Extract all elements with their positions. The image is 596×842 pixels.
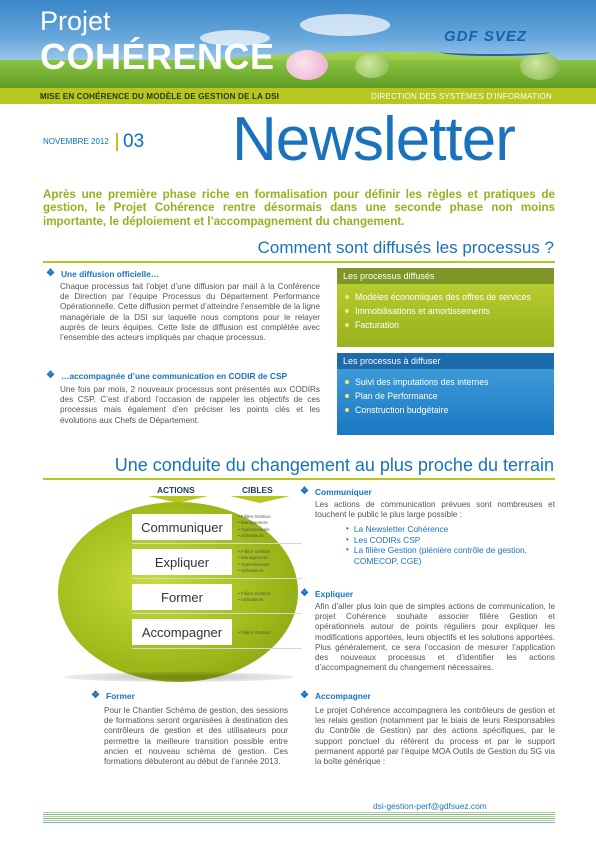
brand-swoosh-icon [440, 48, 550, 56]
list-item-label: Construction budgétaire [355, 405, 449, 415]
expliquer-title [300, 588, 353, 599]
list-item [345, 389, 548, 403]
band-department: DIRECTION DES SYSTÈMES D’INFORMATION [371, 91, 552, 101]
former-title-text: Former [105, 690, 135, 701]
target-tag: • Filière Gestion [238, 591, 271, 596]
target-tag: • Filière Gestion [238, 514, 271, 519]
communiquer-title [300, 486, 372, 497]
list-item [345, 375, 548, 389]
diamond-bullet-icon: ❖ [91, 690, 100, 701]
list-item-label: La Newsletter Cohérence [353, 524, 449, 534]
section2-heading: Une conduite du changement au plus proche du terrain [114, 455, 554, 475]
sub2-title [46, 370, 287, 381]
bullet-icon [345, 394, 349, 398]
list-item-label: Suivi des imputations des internes [355, 377, 489, 387]
issue-number: 03 [123, 131, 145, 152]
target-tag: • Utilisateurs [238, 568, 264, 574]
band-subtitle: MISE EN COHÉRENCE DU MODÈLE DE GESTION DE LA DSI [40, 91, 280, 101]
list-item: • La filière Gestion (plénière contrôle de gestion, COMECOP, CGE) [346, 545, 556, 566]
box-diffuses-title: Les processus diffusés [337, 268, 554, 284]
blossom-tree-icon [286, 50, 328, 80]
stage-tags-accompagner [238, 630, 271, 636]
sub2-title-text: …accompagnée d’une communication en CODIR de CSP [60, 370, 288, 381]
box-processus-a-diffuser [337, 353, 554, 435]
accompagner-title-text: Accompagner [314, 690, 371, 701]
stage-tags-former [238, 591, 271, 604]
list-item-label: Modèles économiques des offres de services [355, 292, 531, 302]
stage-former: Former [132, 584, 232, 610]
brand-logo: GDF SVEZ [444, 28, 528, 45]
masthead-title: Newsletter [232, 105, 515, 174]
bullet-icon [345, 380, 349, 384]
tree-icon [355, 54, 389, 78]
list-item [345, 318, 548, 332]
list-item-label: La filière Gestion (plénière contrôle de gestion, COMECOP, CGE) [353, 545, 527, 566]
stage-expliquer: Expliquer [132, 549, 232, 575]
bullet-icon [345, 309, 349, 313]
diagram-col-cibles: CIBLES [242, 485, 273, 495]
stage-divider [132, 648, 302, 649]
box-processus-diffuses [337, 268, 554, 347]
stage-tags-communiquer [238, 514, 271, 540]
bullet-icon [345, 295, 349, 299]
issue-separator [116, 133, 118, 151]
box-diffuses-list [337, 284, 554, 347]
contact-email-link[interactable]: dsi-gestion-perf@gdfsuez.com [373, 801, 487, 811]
list-item-label: Les CODIRs CSP [353, 534, 421, 545]
intro-paragraph: Après une première phase riche en formalisation pour définir les règles et pratiques de gestion, le Projet Cohérence rentre désormais dans une seconde phase non moins importante, le déploiement et l’accompagnement du changement. [43, 188, 555, 228]
diamond-bullet-icon: ❖ [300, 588, 309, 599]
former-text: Pour le Chantier Schéma de gestion, des sessions de formations seront organisées à destination des contrôleurs de gestion et des utilisateurs pour permettre la meilleure transition possible entre ancien et nouveau schéma de gestion. Ces formations débuteront au début de l’année 2013. [104, 706, 288, 767]
section1-heading: Comment sont diffusés les processus ? [257, 238, 554, 257]
stage-divider [132, 578, 302, 579]
accompagner-text: Le projet Cohérence accompagnera les contrôleurs de gestion et les relais gestion (notamment par le biais de leurs Responsables du Contrôle de Gestion) par des actions spécifiques, par le support ponctuel du référent du process et par le support permanent apporté par l’équipe MOA Outils de Gestion du SG via la boîte générique : [315, 706, 555, 767]
stage-communiquer: Communiquer [132, 514, 232, 540]
stage-divider [132, 613, 302, 614]
communiquer-title-text: Communiquer [314, 486, 372, 497]
box-a-diffuser-title: Les processus à diffuser [337, 353, 554, 369]
target-tag: • Utilisateurs [238, 597, 264, 603]
issue-date: NOVEMBRE 2012 [43, 137, 109, 146]
stage-tags-expliquer [238, 549, 271, 575]
communiquer-links [346, 524, 556, 566]
stage-accompagner: Accompagner [132, 619, 232, 645]
sub1-title [46, 268, 159, 279]
footer-stripes [43, 812, 555, 824]
box-a-diffuser-list [337, 369, 554, 435]
communiquer-text: Les actions de communication prévues sont nombreuses et touchent le public le plus large possible : [315, 500, 555, 520]
header-banner [0, 0, 596, 88]
list-item-label: Facturation [355, 320, 400, 330]
list-item [345, 290, 548, 304]
bullet-icon [345, 323, 349, 327]
stage-divider [132, 543, 302, 544]
header-band [0, 88, 596, 104]
list-item-label: Immobilisations et amortissements [355, 306, 490, 316]
list-item [345, 304, 548, 318]
diamond-bullet-icon: ❖ [46, 370, 55, 381]
diamond-bullet-icon: ❖ [300, 690, 309, 701]
project-title-line2: COHÉRENCE [40, 36, 275, 77]
list-item: • La Newsletter Cohérence [346, 524, 449, 534]
cloud-decoration [300, 14, 390, 36]
project-title-line1: Projet [40, 6, 111, 36]
sub1-title-text: Une diffusion officielle… [60, 268, 160, 279]
diagram-shadow [64, 672, 294, 682]
sub1-text: Chaque processus fait l’objet d’une diffusion par mail à la Conférence de Direction par l’équipe Processus du Département Performance Opérationnelle. Cette diffusion permet d’atteindre l’ensemble de la ligne managériale de la DSI sur laquelle nous comptons pour le relayer auprès de leurs équipes. Cette liste de diffusion est complétée avec l’ensemble des acteurs impliqués par chaque processus. [60, 282, 320, 343]
bullet-icon [345, 408, 349, 412]
diamond-bullet-icon: ❖ [46, 268, 55, 279]
accompagner-title [300, 690, 371, 701]
target-tag: • Opérationnels [238, 526, 270, 532]
expliquer-title-text: Expliquer [314, 588, 354, 599]
target-tag: • Management [238, 520, 268, 526]
list-item [345, 403, 548, 417]
section1-rule [43, 261, 555, 263]
target-tag: • Opérationnels [238, 561, 270, 567]
sub2-text: Une fois par mois, 2 nouveaux processus sont présentés aux CODIRs des CSP. C’est d’abord l’occasion de rappeler les objectifs de ces processus mais également d’en préciser les points clés et les évolutions aux Chefs de Département. [60, 385, 320, 425]
target-tag: • Management [238, 555, 268, 561]
target-tag: • Filière Gestion [238, 630, 271, 635]
diamond-bullet-icon: ❖ [300, 486, 309, 497]
section2-rule [43, 478, 555, 480]
target-tag: • Filière Gestion [238, 549, 271, 554]
target-tag: • Utilisateurs [238, 533, 264, 539]
tree-icon [520, 52, 560, 80]
arrow-down-icon [230, 496, 290, 503]
list-item: • Les CODIRs CSP [346, 534, 421, 545]
former-title [91, 690, 135, 701]
expliquer-text: Afin d’aller plus loin que de simples actions de communication, le projet Cohérence souhaite associer filière Gestion et opérationnels autour de points réguliers pour expliquer les modifications apportées, leurs objectifs et les solutions apportées. Plus généralement, ce sera l’occasion de mesurer l’application des nouveaux processus et d’identifier les actions d’accompagnement du changement nécessaires. [315, 602, 555, 673]
diagram-col-actions: ACTIONS [157, 485, 195, 495]
list-item-label: Plan de Performance [355, 391, 438, 401]
